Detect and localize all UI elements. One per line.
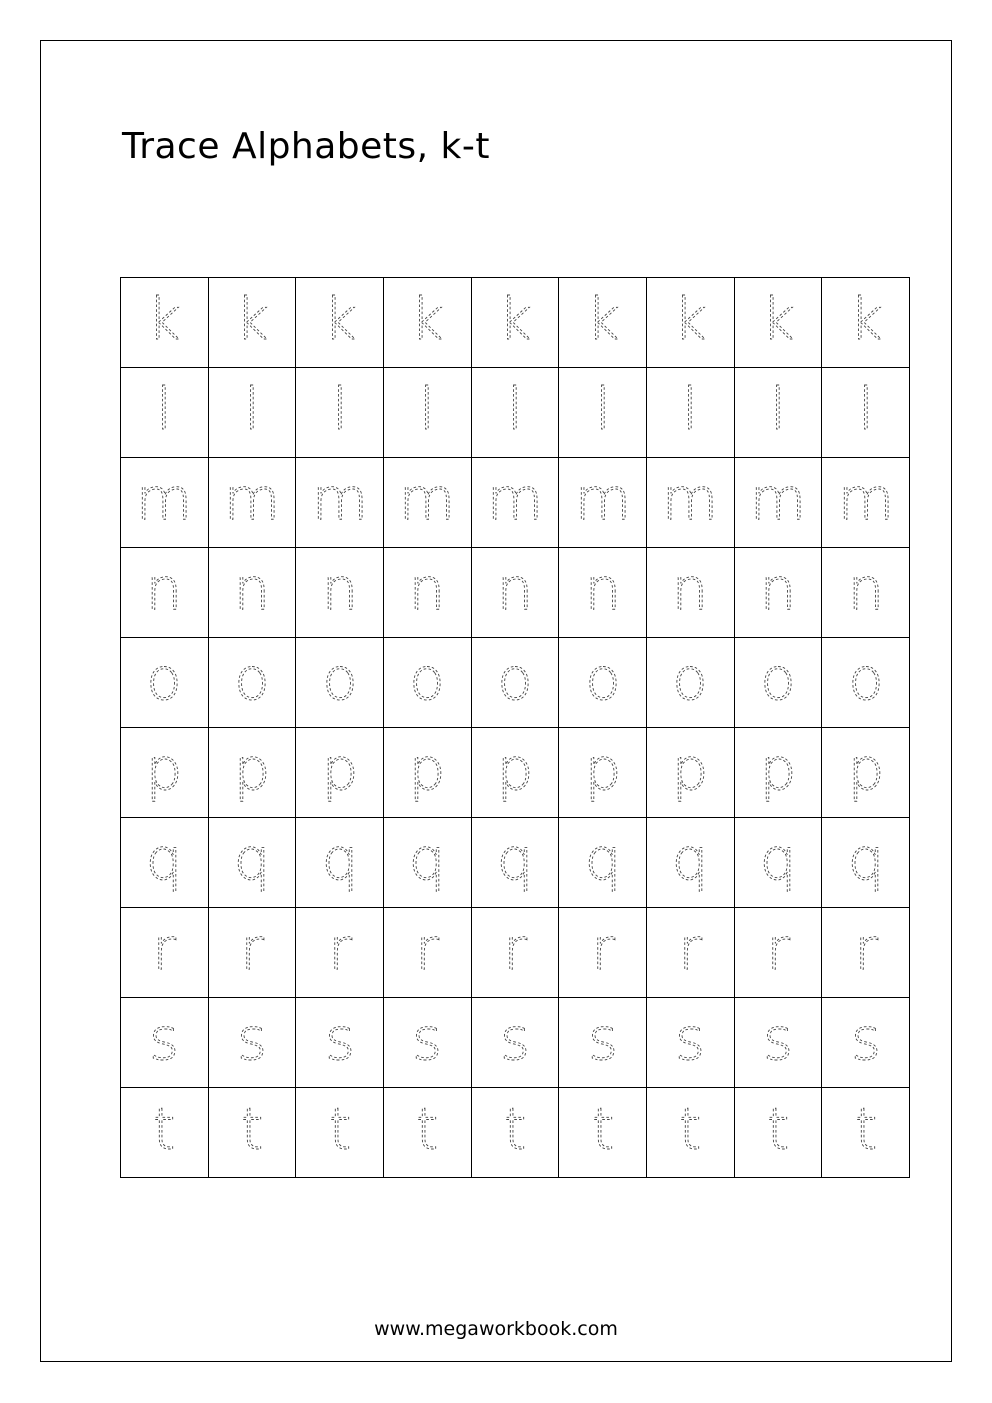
trace-letter: t — [854, 1094, 878, 1163]
trace-letter: o — [234, 644, 270, 713]
trace-letter: n — [584, 554, 622, 623]
trace-cell — [121, 368, 209, 458]
trace-cell — [209, 368, 297, 458]
dotted-letter — [300, 641, 380, 725]
dotted-letter — [563, 731, 643, 815]
dotted-letter — [563, 281, 643, 365]
trace-cell — [735, 1088, 823, 1178]
dotted-letter — [650, 911, 730, 995]
dotted-letter — [650, 551, 730, 635]
trace-cell — [121, 728, 209, 818]
dotted-letter — [124, 641, 204, 725]
trace-cell — [384, 638, 472, 728]
trace-letter: p — [496, 734, 534, 803]
trace-letter: r — [853, 914, 878, 983]
tracing-grid — [120, 277, 910, 1178]
trace-cell — [647, 548, 735, 638]
trace-cell — [647, 638, 735, 728]
dotted-letter — [212, 551, 292, 635]
trace-letter: r — [766, 914, 790, 983]
trace-cell — [559, 1088, 647, 1178]
trace-cell — [384, 728, 472, 818]
trace-cell — [384, 548, 472, 638]
trace-cell — [735, 638, 823, 728]
trace-cell — [209, 818, 297, 908]
dotted-letter — [475, 911, 555, 995]
trace-letter: l — [506, 374, 524, 443]
dotted-letter — [387, 731, 467, 815]
trace-letter: t — [328, 1094, 352, 1163]
trace-cell — [384, 1088, 472, 1178]
dotted-letter — [212, 731, 292, 815]
trace-letter: r — [678, 914, 703, 983]
trace-letter: s — [412, 1004, 443, 1073]
trace-cell — [647, 1088, 735, 1178]
dotted-letter — [563, 551, 643, 635]
dotted-letter — [650, 461, 730, 545]
trace-letter: r — [503, 914, 527, 983]
trace-letter: l — [594, 374, 611, 443]
trace-letter: k — [410, 284, 445, 353]
trace-letter: o — [409, 644, 446, 713]
dotted-letter — [212, 1091, 292, 1175]
trace-letter: t — [766, 1094, 790, 1163]
trace-letter: s — [675, 1004, 706, 1073]
trace-cell — [647, 998, 735, 1088]
trace-letter: l — [419, 374, 436, 443]
trace-letter: l — [156, 374, 173, 443]
dotted-letter — [387, 1001, 467, 1085]
trace-cell — [209, 548, 297, 638]
dotted-letter — [826, 641, 906, 725]
trace-cell — [647, 818, 735, 908]
dotted-letter — [650, 731, 730, 815]
trace-letter: q — [584, 824, 622, 893]
dotted-letter — [475, 641, 555, 725]
dotted-letter — [563, 821, 643, 905]
dotted-letter — [124, 461, 204, 545]
trace-cell — [472, 728, 560, 818]
trace-letter: r — [415, 914, 440, 983]
trace-cell — [559, 638, 647, 728]
trace-cell — [121, 638, 209, 728]
dotted-letter — [300, 281, 380, 365]
trace-letter: q — [496, 824, 534, 893]
trace-cell — [559, 998, 647, 1088]
trace-cell — [121, 548, 209, 638]
trace-cell — [296, 908, 384, 998]
trace-cell — [735, 818, 823, 908]
trace-letter: k — [498, 284, 532, 353]
trace-letter: q — [145, 824, 183, 893]
trace-cell — [384, 818, 472, 908]
trace-letter: q — [233, 824, 271, 893]
trace-letter: p — [584, 734, 622, 803]
dotted-letter — [650, 371, 730, 455]
dotted-letter — [300, 1001, 380, 1085]
trace-cell — [559, 548, 647, 638]
trace-cell — [822, 1088, 910, 1178]
trace-cell — [735, 368, 823, 458]
dotted-letter — [650, 1001, 730, 1085]
dotted-letter — [738, 911, 818, 995]
dotted-letter — [826, 911, 906, 995]
dotted-letter — [387, 911, 467, 995]
trace-cell — [209, 1088, 297, 1178]
dotted-letter — [387, 371, 467, 455]
trace-cell — [209, 728, 297, 818]
trace-cell — [121, 278, 209, 368]
trace-cell — [384, 278, 472, 368]
trace-cell — [647, 728, 735, 818]
dotted-letter — [212, 371, 292, 455]
trace-cell — [735, 458, 823, 548]
dotted-letter — [563, 1001, 643, 1085]
dotted-letter — [738, 551, 818, 635]
dotted-letter — [124, 731, 204, 815]
dotted-letter — [563, 371, 643, 455]
trace-letter: k — [673, 284, 708, 353]
trace-letter: p — [671, 734, 709, 803]
dotted-letter — [826, 1001, 906, 1085]
trace-letter: k — [235, 284, 269, 353]
dotted-letter — [738, 1091, 818, 1175]
dotted-letter — [826, 551, 906, 635]
trace-letter: m — [223, 464, 281, 533]
dotted-letter — [212, 461, 292, 545]
trace-cell — [209, 998, 297, 1088]
dotted-letter — [738, 1001, 818, 1085]
trace-cell — [822, 728, 910, 818]
trace-cell — [472, 998, 560, 1088]
trace-letter: r — [152, 914, 177, 983]
dotted-letter — [124, 371, 204, 455]
footer-url: www.megaworkbook.com — [374, 1318, 618, 1340]
trace-cell — [121, 908, 209, 998]
trace-letter: s — [850, 1004, 881, 1073]
dotted-letter — [738, 371, 818, 455]
trace-letter: t — [678, 1094, 702, 1163]
dotted-letter — [387, 461, 467, 545]
trace-letter: m — [399, 464, 456, 533]
trace-cell — [209, 638, 297, 728]
trace-cell — [121, 458, 209, 548]
trace-letter: q — [408, 824, 446, 893]
trace-cell — [472, 908, 560, 998]
dotted-letter — [300, 551, 380, 635]
trace-cell — [296, 1088, 384, 1178]
dotted-letter — [300, 911, 380, 995]
dotted-letter — [826, 461, 906, 545]
trace-cell — [472, 278, 560, 368]
trace-letter: k — [761, 284, 795, 353]
dotted-letter — [738, 281, 818, 365]
dotted-letter — [387, 641, 467, 725]
dotted-letter — [650, 641, 730, 725]
trace-letter: o — [497, 644, 533, 713]
trace-cell — [735, 908, 823, 998]
trace-letter: m — [311, 464, 368, 533]
trace-cell — [296, 368, 384, 458]
trace-cell — [647, 908, 735, 998]
dotted-letter — [475, 461, 555, 545]
trace-cell — [472, 638, 560, 728]
trace-cell — [735, 278, 823, 368]
trace-letter: k — [322, 284, 357, 353]
trace-letter: m — [749, 464, 807, 533]
trace-letter: n — [145, 554, 183, 623]
trace-cell — [822, 638, 910, 728]
dotted-letter — [563, 1091, 643, 1175]
worksheet-title: Trace Alphabets, k-t — [122, 126, 491, 167]
dotted-letter — [124, 821, 204, 905]
dotted-letter — [300, 821, 380, 905]
trace-cell — [384, 998, 472, 1088]
dotted-letter — [563, 461, 643, 545]
trace-cell — [296, 728, 384, 818]
dotted-letter — [300, 1091, 380, 1175]
trace-cell — [121, 1088, 209, 1178]
dotted-letter — [563, 911, 643, 995]
trace-letter: r — [590, 914, 615, 983]
dotted-letter — [387, 1091, 467, 1175]
dotted-letter — [124, 551, 204, 635]
trace-letter: k — [147, 284, 182, 353]
trace-letter: p — [759, 734, 797, 803]
trace-letter: o — [584, 644, 621, 713]
trace-cell — [296, 278, 384, 368]
trace-letter: l — [769, 374, 787, 443]
trace-letter: n — [759, 554, 797, 623]
dotted-letter — [387, 821, 467, 905]
dotted-letter — [300, 461, 380, 545]
dotted-letter — [475, 731, 555, 815]
trace-letter: k — [585, 284, 620, 353]
dotted-letter — [738, 731, 818, 815]
dotted-letter — [738, 821, 818, 905]
dotted-letter — [650, 281, 730, 365]
dotted-letter — [475, 551, 555, 635]
trace-letter: n — [233, 554, 271, 623]
dotted-letter — [475, 371, 555, 455]
trace-cell — [296, 548, 384, 638]
trace-letter: s — [324, 1004, 355, 1073]
trace-letter: q — [671, 824, 709, 893]
dotted-letter — [212, 821, 292, 905]
dotted-letter — [124, 1001, 204, 1085]
trace-cell — [822, 818, 910, 908]
trace-letter: l — [243, 374, 261, 443]
trace-letter: n — [496, 554, 534, 623]
trace-letter: m — [574, 464, 631, 533]
trace-cell — [735, 548, 823, 638]
trace-letter: n — [408, 554, 446, 623]
dotted-letter — [650, 821, 730, 905]
dotted-letter — [212, 911, 292, 995]
trace-letter: t — [415, 1094, 439, 1163]
trace-cell — [822, 278, 910, 368]
trace-cell — [472, 548, 560, 638]
trace-letter: t — [240, 1094, 264, 1163]
trace-cell — [472, 818, 560, 908]
trace-letter: l — [857, 374, 874, 443]
trace-cell — [559, 728, 647, 818]
trace-letter: s — [149, 1004, 180, 1073]
trace-cell — [384, 458, 472, 548]
dotted-letter — [300, 731, 380, 815]
trace-letter: s — [587, 1004, 618, 1073]
trace-cell — [822, 908, 910, 998]
trace-cell — [822, 998, 910, 1088]
dotted-letter — [826, 731, 906, 815]
trace-cell — [472, 1088, 560, 1178]
trace-cell — [121, 818, 209, 908]
trace-letter: o — [321, 644, 358, 713]
trace-letter: p — [233, 734, 271, 803]
dotted-letter — [475, 1001, 555, 1085]
trace-cell — [472, 368, 560, 458]
trace-letter: m — [486, 464, 544, 533]
dotted-letter — [124, 911, 204, 995]
trace-letter: k — [848, 284, 883, 353]
trace-cell — [472, 458, 560, 548]
trace-cell — [209, 458, 297, 548]
trace-letter: q — [759, 824, 797, 893]
dotted-letter — [387, 281, 467, 365]
dotted-letter — [826, 371, 906, 455]
trace-cell — [647, 458, 735, 548]
trace-cell — [647, 278, 735, 368]
trace-cell — [209, 908, 297, 998]
dotted-letter — [826, 281, 906, 365]
dotted-letter — [124, 1091, 204, 1175]
dotted-letter — [212, 281, 292, 365]
dotted-letter — [650, 1091, 730, 1175]
dotted-letter — [124, 281, 204, 365]
trace-letter: r — [327, 914, 352, 983]
dotted-letter — [738, 461, 818, 545]
trace-cell — [296, 818, 384, 908]
dotted-letter — [212, 641, 292, 725]
trace-cell — [384, 908, 472, 998]
trace-cell — [296, 998, 384, 1088]
dotted-letter — [475, 821, 555, 905]
trace-letter: p — [847, 734, 885, 803]
trace-letter: s — [499, 1004, 531, 1073]
trace-cell — [822, 458, 910, 548]
trace-letter: l — [331, 374, 348, 443]
trace-letter: q — [847, 824, 885, 893]
trace-letter: s — [236, 1004, 268, 1073]
trace-letter: t — [591, 1094, 615, 1163]
trace-letter: p — [145, 734, 183, 803]
trace-letter: q — [321, 824, 359, 893]
trace-letter: n — [847, 554, 885, 623]
trace-letter: n — [321, 554, 359, 623]
trace-cell — [735, 728, 823, 818]
trace-letter: r — [240, 914, 264, 983]
trace-cell — [822, 548, 910, 638]
trace-letter: p — [321, 734, 359, 803]
trace-letter: m — [837, 464, 894, 533]
trace-letter: m — [136, 464, 193, 533]
dotted-letter — [475, 1091, 555, 1175]
dotted-letter — [475, 281, 555, 365]
trace-letter: o — [760, 644, 796, 713]
trace-cell — [121, 998, 209, 1088]
dotted-letter — [826, 1091, 906, 1175]
trace-letter: n — [671, 554, 709, 623]
trace-letter: m — [662, 464, 719, 533]
trace-cell — [647, 368, 735, 458]
trace-cell — [822, 368, 910, 458]
trace-cell — [735, 998, 823, 1088]
dotted-letter — [563, 641, 643, 725]
trace-cell — [209, 278, 297, 368]
trace-letter: s — [762, 1004, 794, 1073]
dotted-letter — [300, 371, 380, 455]
trace-letter: o — [847, 644, 884, 713]
trace-cell — [559, 278, 647, 368]
trace-cell — [559, 818, 647, 908]
trace-cell — [296, 458, 384, 548]
trace-letter: o — [146, 644, 183, 713]
trace-letter: t — [152, 1094, 176, 1163]
dotted-letter — [738, 641, 818, 725]
dotted-letter — [387, 551, 467, 635]
trace-letter: p — [408, 734, 446, 803]
trace-letter: t — [503, 1094, 527, 1163]
trace-cell — [384, 368, 472, 458]
trace-letter: o — [672, 644, 709, 713]
dotted-letter — [212, 1001, 292, 1085]
trace-cell — [559, 368, 647, 458]
trace-cell — [559, 458, 647, 548]
trace-cell — [296, 638, 384, 728]
trace-letter: l — [682, 374, 699, 443]
trace-cell — [559, 908, 647, 998]
dotted-letter — [826, 821, 906, 905]
